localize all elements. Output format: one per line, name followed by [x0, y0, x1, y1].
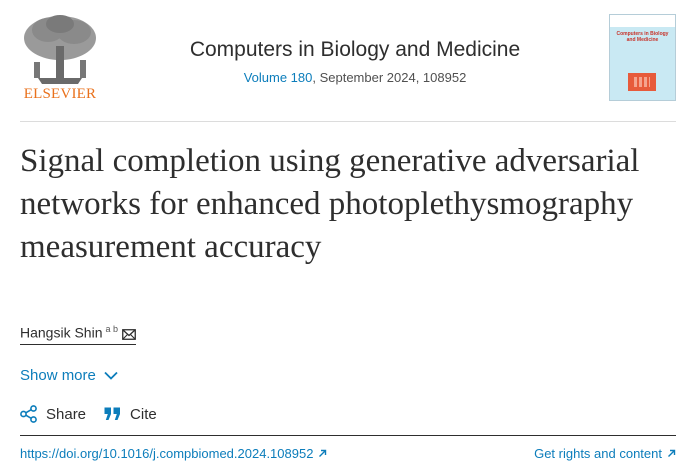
cite-button[interactable] — [104, 406, 157, 423]
author-link[interactable] — [20, 324, 136, 345]
quote-icon — [104, 407, 121, 421]
rights-label: Get rights and content — [534, 446, 662, 461]
external-link-icon — [667, 449, 676, 458]
header-divider — [20, 121, 676, 122]
cover-image — [628, 73, 656, 91]
author-line — [20, 324, 136, 345]
publisher-wordmark: ELSEVIER — [23, 86, 97, 102]
article-title: Signal completion using generative adversarial networks for enhanced photoplethysmography measurement accuracy — [20, 143, 640, 265]
cite-label: Cite — [130, 405, 157, 423]
external-link-icon — [318, 449, 327, 458]
chevron-down-icon — [104, 371, 118, 380]
issue-line — [130, 70, 580, 85]
elsevier-tree-icon — [18, 12, 102, 86]
doi-label: https://doi.org/10.1016/j.compbiomed.2024.108952 — [20, 446, 314, 461]
doi-link[interactable] — [20, 446, 327, 461]
share-icon — [20, 405, 37, 423]
author-name: Hangsik Shin — [20, 324, 103, 341]
links-divider — [20, 435, 676, 436]
show-more-button[interactable] — [20, 367, 118, 384]
journal-header — [0, 0, 698, 122]
show-more-label: Show more — [20, 367, 96, 384]
rights-link[interactable] — [534, 446, 676, 461]
affiliation-markers: a b — [105, 324, 119, 334]
journal-cover-thumbnail[interactable] — [609, 14, 676, 101]
mail-icon — [122, 329, 136, 340]
cover-header-band — [610, 15, 675, 27]
issue-details: , September 2024, 108952 — [312, 70, 467, 85]
volume-link[interactable]: Volume 180 — [243, 70, 313, 85]
article-actions — [20, 405, 175, 423]
share-button[interactable] — [20, 405, 86, 423]
share-label: Share — [46, 405, 87, 423]
journal-info — [130, 38, 580, 85]
cover-title: Computers in Biology and Medicine — [616, 31, 669, 43]
elsevier-logo[interactable] — [18, 12, 102, 104]
journal-title[interactable]: Computers in Biology and Medicine — [189, 38, 521, 61]
